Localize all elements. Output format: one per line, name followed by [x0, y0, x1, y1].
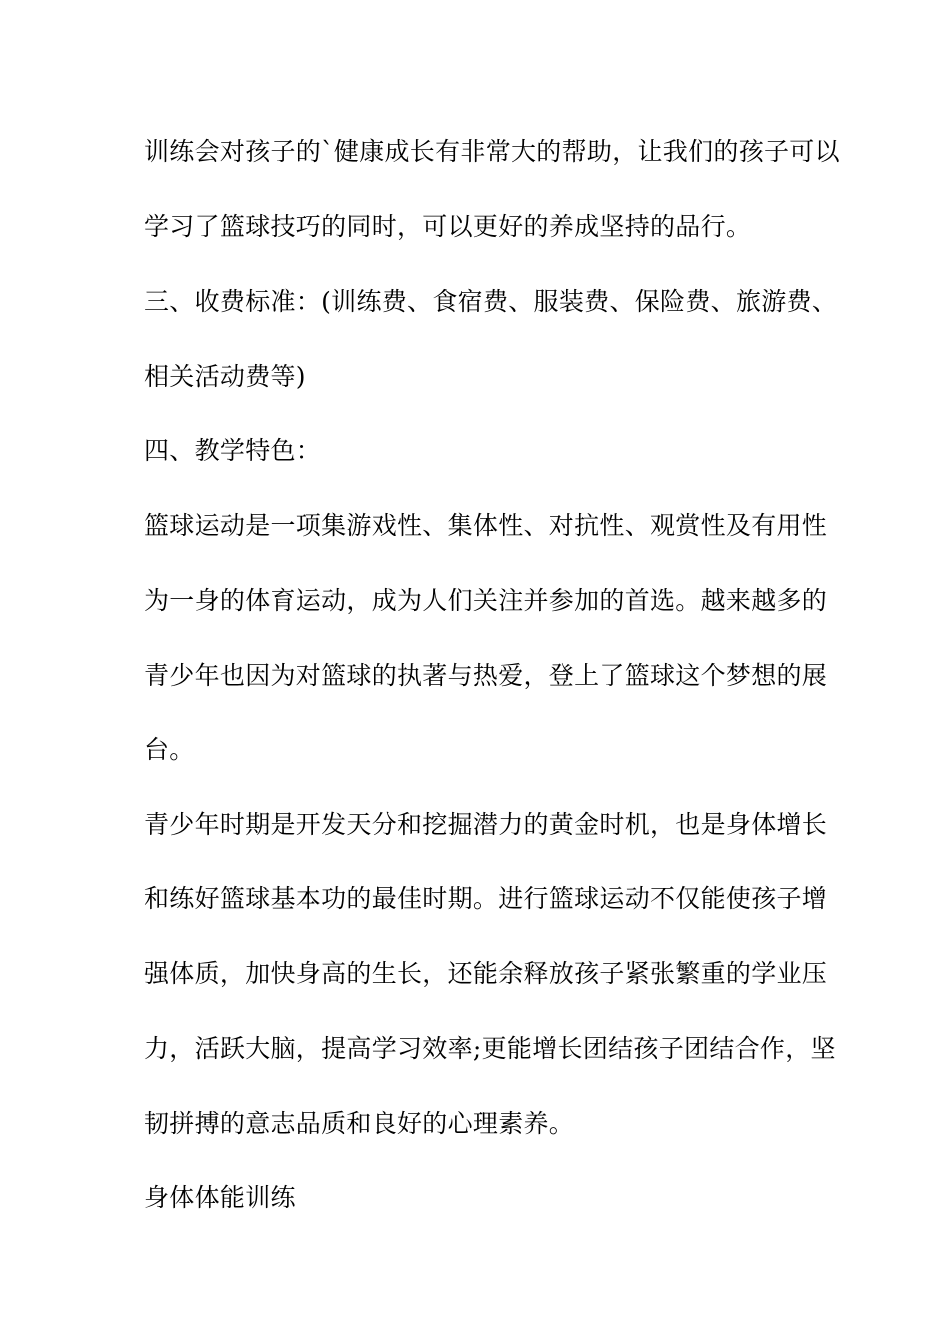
- text-line: 为一身的体育运动，成为人们关注并参加的首选。越来越多的: [144, 586, 828, 615]
- text-line: 青少年也因为对篮球的执著与热爱，登上了篮球这个梦想的展: [144, 661, 828, 690]
- text-line: 相关活动费等): [144, 362, 306, 391]
- text-line: 和练好篮球基本功的最佳时期。进行篮球运动不仅能使孩子增: [144, 884, 828, 913]
- section-heading-features: 四、教学特色：: [144, 436, 322, 465]
- text-line: 篮球运动是一项集游戏性、集体性、对抗性、观赏性及有用性: [144, 511, 828, 540]
- text-line: 强体质，加快身高的生长，还能余释放孩子紧张繁重的学业压: [144, 959, 828, 988]
- text-line: 训练会对孩子的`健康成长有非常大的帮助，让我们的孩子可以: [144, 137, 840, 166]
- text-line: 学习了篮球技巧的同时，可以更好的养成坚持的品行。: [144, 212, 752, 241]
- text-line: 青少年时期是开发天分和挖掘潜力的黄金时机，也是身体增长: [144, 810, 828, 839]
- text-line: 台。: [144, 735, 195, 764]
- text-line: 韧拼搏的意志品质和良好的心理素养。: [144, 1109, 575, 1138]
- text-line: 力，活跃大脑，提高学习效率;更能增长团结孩子团结合作，坚: [144, 1034, 836, 1063]
- section-heading-fees: 三、收费标准：(训练费、食宿费、服装费、保险费、旅游费、: [144, 287, 838, 316]
- section-heading-physical-training: 身体体能训练: [144, 1183, 296, 1212]
